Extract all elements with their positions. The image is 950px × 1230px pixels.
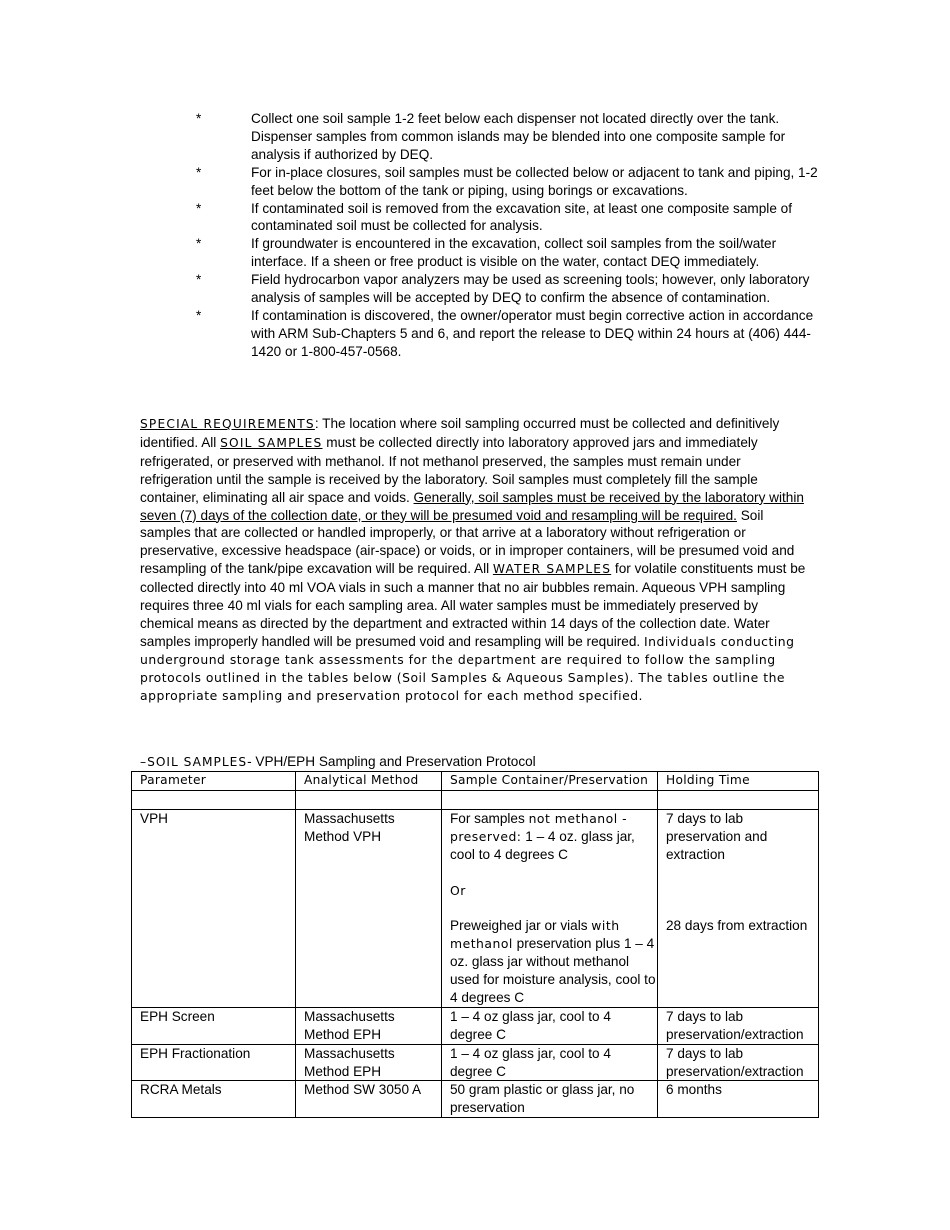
cell-method: Method SW 3050 A [296, 1081, 442, 1118]
special-text-2: must be collected directly into laboratory approved jars and immediately refrigerated, or preserved with methanol. If not methanol preserved, the samples must remain under refrigeration until the sample is received by the laboratory. Soil samples must completely fill the sample container, eliminating all air space and voids. [140, 434, 758, 505]
sampling-bullet-list [140, 110, 830, 361]
asterisk-icon: * [196, 164, 202, 180]
cell-holding-time: 7 days to lab preservation/extraction [658, 1007, 819, 1044]
bullet-item [140, 307, 830, 361]
soil-samples-term: SOIL SAMPLES [220, 435, 323, 450]
cell-method: Massachusetts Method EPH [296, 1007, 442, 1044]
container-text: 1 – 4 oz. glass jar, cool to 4 degrees C [450, 828, 635, 862]
holding-text: 28 days from extraction [666, 918, 808, 934]
bullet-item [140, 235, 830, 271]
special-requirements-paragraph [140, 415, 812, 705]
bullet-text: If contamination is discovered, the owner/operator must begin corrective action in accordance with ARM Sub-Chapters 5 and 6, and report the release to DEQ within 24 hours at (406) 444-1420 or 1-800-457-0568. [251, 307, 814, 359]
cell-parameter: EPH Screen [132, 1007, 296, 1044]
special-requirements-heading: SPECIAL REQUIREMENTS [140, 417, 315, 431]
table-row [132, 1081, 819, 1118]
table-caption [140, 754, 536, 769]
table-caption-lead: –SOIL SAMPLES [140, 755, 248, 769]
container-text-alt: with methanol [450, 918, 620, 952]
container-text-alt: not methanol - preserved: [450, 810, 628, 844]
holding-text: 7 days to lab preservation and extraction [666, 810, 768, 862]
table-row [132, 1044, 819, 1081]
table-header-row [132, 772, 819, 791]
container-or: Or [450, 882, 466, 898]
soil-sampling-protocol-table [131, 771, 819, 1118]
bullet-text: Collect one soil sample 1-2 feet below each dispenser not located directly over the tank. Dispenser samples from common islands may be blended into one composite sample for analysis if authorized by DEQ. [251, 111, 786, 162]
bullet-item [140, 271, 830, 307]
table-caption-title: - VPH/EPH Sampling and Preservation Protocol [247, 754, 536, 769]
cell-parameter: RCRA Metals [132, 1081, 296, 1118]
cell-parameter: VPH [132, 809, 296, 1007]
bullet-text: Field hydrocarbon vapor analyzers may be used as screening tools; however, only laboratory analysis of samples will be accepted by DEQ to confirm the absence of contamination. [251, 272, 810, 306]
receipt-deadline-text: Generally, soil samples must be received by the laboratory within seven (7) days of the collection date, or they will be presumed void and resampling will be required. [140, 489, 804, 523]
bullet-item [140, 200, 830, 236]
bullet-item [140, 164, 830, 200]
bullet-text: For in-place closures, soil samples must be collected below or adjacent to tank and piping, 1-2 feet below the bottom of the tank or piping, using borings or excavations. [251, 164, 818, 198]
table-row [132, 1007, 819, 1044]
bullet-item [140, 110, 830, 164]
asterisk-icon: * [196, 111, 202, 126]
container-text: Preweighed jar or vials [450, 918, 592, 934]
asterisk-icon: * [196, 200, 202, 216]
special-text-1: : The location where soil sampling occurred must be collected and definitively identified. All [140, 416, 780, 450]
water-samples-term: WATER SAMPLES [492, 562, 612, 577]
header-holding-time: Holding Time [658, 772, 819, 791]
cell-holding-time: 6 months [658, 1081, 819, 1118]
table-row [132, 809, 819, 1007]
special-text-4: for volatile constituents must be collected directly into 40 ml VOA vials in such a manner that no air bubbles remain. Aqueous VPH sampling requires three 40 ml vials for each sampling area. All water samples must be immediately preserved by chemical means as directed by the department and extracted within 14 days of the collection date. Water samples improperly handled will be presumed void and resampling will be required. [140, 561, 806, 649]
cell-parameter: EPH Fractionation [132, 1044, 296, 1081]
asterisk-icon: * [196, 272, 202, 288]
asterisk-icon: * [196, 236, 202, 252]
header-container: Sample Container/Preservation [442, 772, 658, 791]
header-method: Analytical Method [296, 772, 442, 791]
cell-holding-time: 7 days to lab preservation/extraction [658, 1044, 819, 1081]
cell-method: Massachusetts Method EPH [296, 1044, 442, 1081]
cell-container: 50 gram plastic or glass jar, no preservation [442, 1081, 658, 1118]
cell-container: 1 – 4 oz glass jar, cool to 4 degree C [442, 1007, 658, 1044]
cell-holding-time [658, 809, 819, 1007]
special-text-5: Individuals conducting underground storage tank assessments for the department are required to follow the sampling protocols outlined in the tables below (Soil Samples & Aqueous Samples). The tables outline the appropriate sampling and preservation protocol for each method specified. [140, 633, 795, 703]
container-text: For samples [450, 810, 529, 826]
cell-container: 1 – 4 oz glass jar, cool to 4 degree C [442, 1044, 658, 1081]
header-parameter: Parameter [132, 772, 296, 791]
asterisk-icon: * [196, 307, 202, 323]
special-text-3: Soil samples that are collected or handled improperly, or that arrive at a laboratory without refrigeration or preservative, excessive headspace (air-space) or voids, or in improper containers, will be presumed void and resampling of the tank/pipe excavation will be required. All [140, 507, 795, 577]
bullet-text: If contaminated soil is removed from the excavation site, at least one composite sample of contaminated soil must be collected for analysis. [251, 200, 792, 234]
table-spacer-row [132, 791, 819, 810]
container-text: preservation plus 1 – 4 oz. glass jar without methanol used for moisture analysis, cool to 4 degrees C [450, 936, 656, 1005]
cell-method: Massachusetts Method VPH [296, 809, 442, 1007]
bullet-text: If groundwater is encountered in the excavation, collect soil samples from the soil/water interface. If a sheen or free product is visible on the water, contact DEQ immediately. [251, 236, 777, 270]
cell-container [442, 809, 658, 1007]
